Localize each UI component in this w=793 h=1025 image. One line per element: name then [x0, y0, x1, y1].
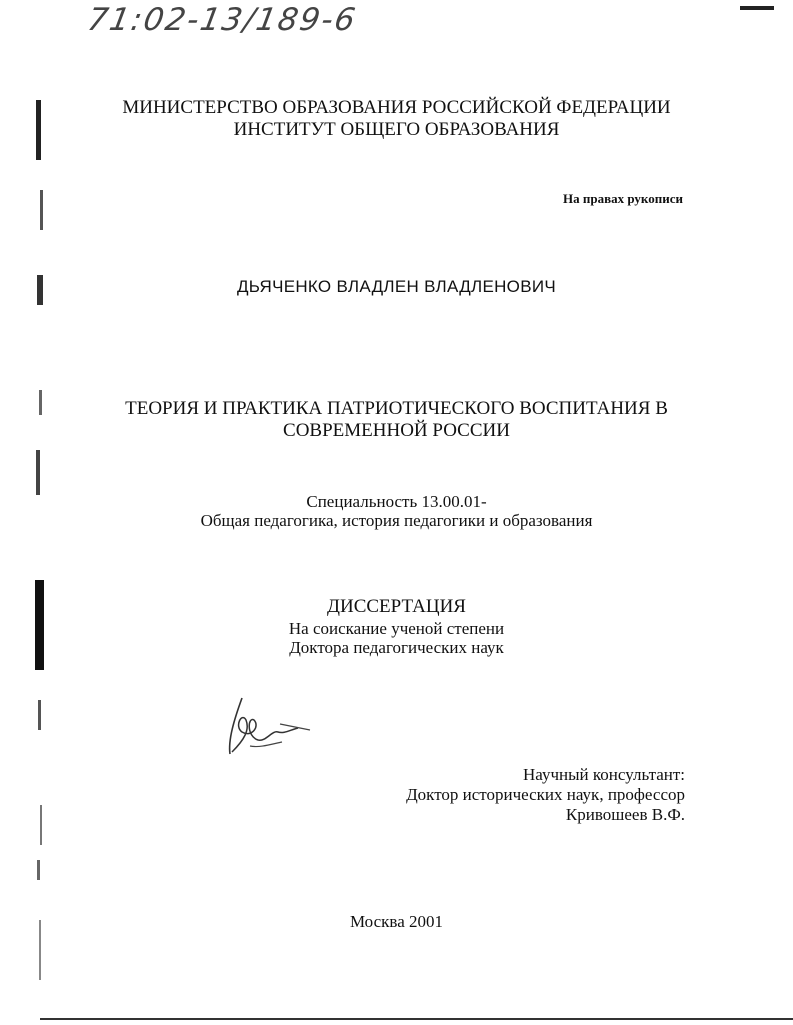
specialty-code: Специальность 13.00.01-	[306, 492, 487, 511]
degree-line2: Доктора педагогических наук	[289, 638, 504, 657]
institute-heading: ИНСТИТУТ ОБЩЕГО ОБРАЗОВАНИЯ	[233, 119, 560, 140]
consultant-label: Научный консультант:	[523, 765, 685, 784]
ministry-heading: МИНИСТЕРСТВО ОБРАЗОВАНИЯ РОССИЙСКОЙ ФЕДЕРАЦИИ	[122, 97, 671, 118]
scan-mark-top	[740, 6, 774, 10]
author-name: ДЬЯЧЕНКО ВЛАДЛЕН ВЛАДЛЕНОВИЧ	[236, 277, 556, 296]
consultant-name: Кривошеев В.Ф.	[565, 805, 685, 824]
scan-edge-marks	[34, 60, 48, 1020]
dissertation-title-line2: СОВРЕМЕННОЙ РОССИИ	[283, 420, 510, 441]
document-type: ДИССЕРТАЦИЯ	[327, 596, 466, 617]
city-year: Москва 2001	[349, 912, 444, 931]
archive-number: 71:02-13/189-6	[84, 2, 360, 38]
consultant-credentials: Доктор исторических наук, профессор	[406, 785, 685, 804]
signature-icon	[220, 690, 320, 770]
specialty-name: Общая педагогика, история педагогики и образования	[200, 511, 593, 530]
degree-line1: На соискание ученой степени	[288, 619, 505, 638]
dissertation-title-line1: ТЕОРИЯ И ПРАКТИКА ПАТРИОТИЧЕСКОГО ВОСПИТАНИЯ В	[125, 398, 668, 419]
scan-edge-bottom	[40, 1018, 793, 1020]
rights-note: На правах рукописи	[563, 191, 683, 206]
